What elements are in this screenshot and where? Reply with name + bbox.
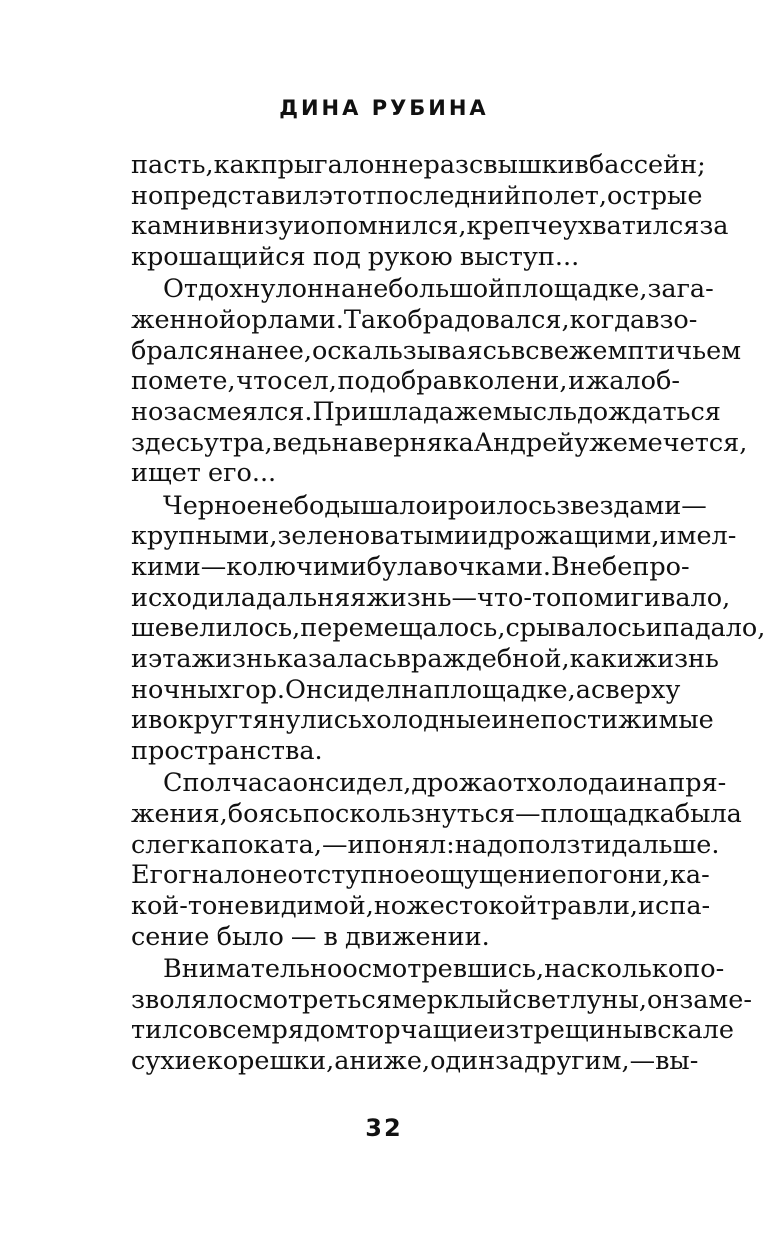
- text-line: пасть, как прыгал он не раз с вышки в бассейн;: [131, 150, 706, 180]
- text-line: ночных гор. Он сидел на площадке, а сверху: [131, 674, 681, 705]
- body-text: [131, 150, 766, 1077]
- text-line: и вокруг тянулись холодные и непостижимые: [131, 705, 714, 736]
- text-line: Его гнало неотступное ощущение погони, ка-: [131, 860, 710, 891]
- text-line: и эта жизнь казалась враждебной, как и жизнь: [131, 644, 719, 674]
- text-line: сухие корешки, а ниже, один за другим, — вы-: [131, 1045, 699, 1076]
- text-line: ищет его...: [131, 458, 277, 489]
- text-line: зволял осмотреться мерклый свет луны, он заме-: [131, 984, 752, 1015]
- text-line: женной орлами. Так обрадовался, когда взо-: [131, 304, 698, 335]
- text-line: С полчаса он сидел, дрожа от холода и напря-: [163, 768, 727, 799]
- text-line: брался на нее, оскальзываясь в свежем птичьем: [131, 335, 742, 366]
- text-line: жения, боясь поскользнуться — площадка была: [131, 798, 742, 829]
- text-line: шевелилось, перемещалось, срывалось и падало,: [131, 613, 766, 644]
- page-number: 32: [365, 1114, 403, 1142]
- text-line: кими — колючими булавочками. В небе про-: [131, 551, 690, 582]
- text-line: исходила дальняя жизнь — что-то помигивало,: [131, 582, 731, 613]
- text-line: кой-то невидимой, но жестокой травли, и спа-: [131, 891, 711, 921]
- text-line: но представил этот последний полет, острые: [131, 180, 703, 211]
- text-line: Черное небо дышало и роилось звездами —: [163, 490, 707, 521]
- running-header-author: ДИНА РУБИНА: [279, 96, 489, 120]
- text-line: Внимательно осмотревшись, насколько по-: [163, 953, 725, 984]
- text-line: но засмеялся. Пришла даже мысль дождаться: [131, 397, 721, 427]
- text-line: камни внизу и опомнился, крепче ухватился за: [131, 211, 729, 242]
- text-line: тил совсем рядом торчащие из трещины в скале: [131, 1015, 734, 1046]
- text-line: помете, что сел, подобрав колени, и жалоб-: [131, 366, 680, 397]
- text-line: сение было — в движении.: [131, 921, 490, 952]
- text-line: здесь утра, ведь наверняка Андрей уже мечется,: [131, 427, 748, 458]
- text-line: слегка поката, — и понял: надо ползти дальше.: [131, 829, 720, 860]
- text-line: пространства.: [131, 736, 323, 767]
- text-line: крошащийся под рукою выступ...: [131, 242, 580, 273]
- text-line: крупными, зеленоватыми и дрожащими, и мел-: [131, 521, 737, 552]
- text-line: Отдохнул он на небольшой площадке, зага-: [163, 274, 714, 305]
